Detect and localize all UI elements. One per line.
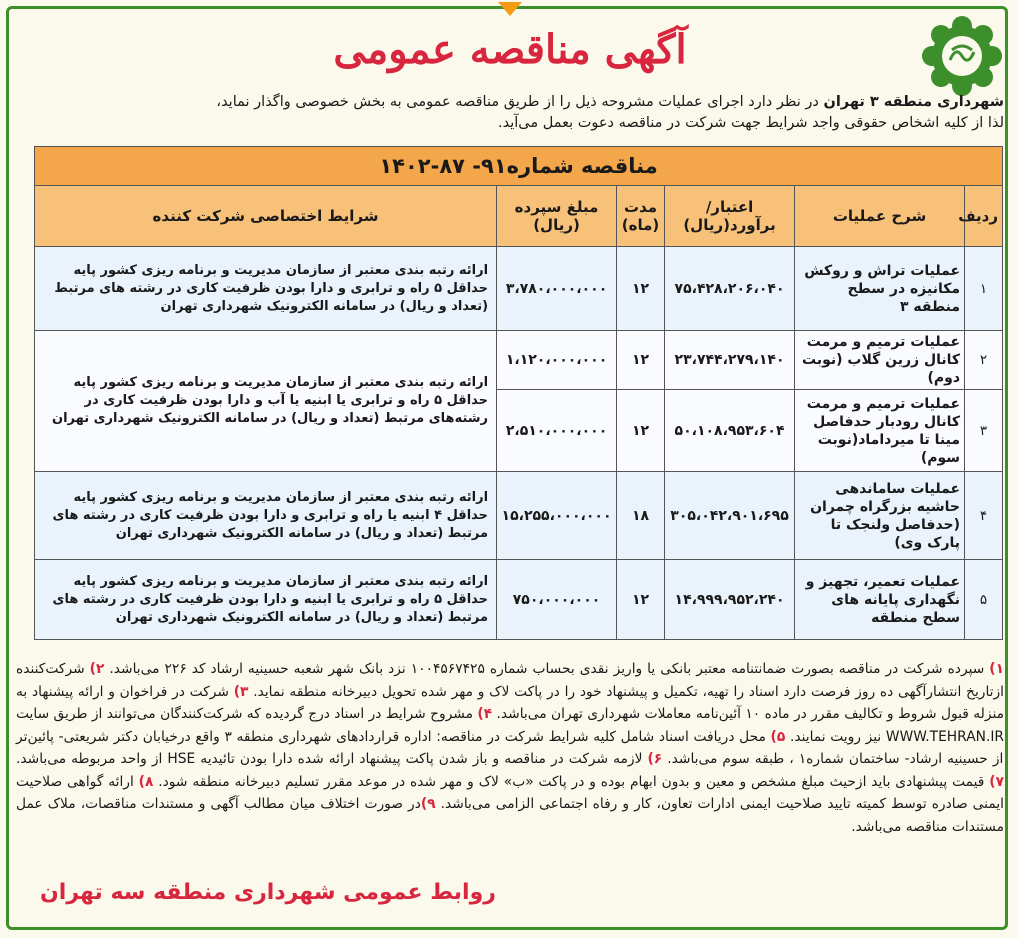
row-conditions: ارائه رتبه بندی معتبر از سازمان مدیریت و برنامه ریزی کشور پایه حداقل ۵ راه و ترابری و دارا بودن ظرفیت کاری در رشته های مرتبط (تعداد و ریال) در سامانه الکترونیک شهرداری تهران [35,247,497,331]
header-deposit: مبلغ سپرده (ریال) [497,186,617,247]
term-number: ۳) [233,683,249,700]
row-deposit: ۲،۵۱۰،۰۰۰،۰۰۰ [497,390,617,472]
row-duration: ۱۲ [617,560,665,640]
intro-text [104,92,1004,134]
row-description: عملیات ترمیم و مرمت کانال رودبار حدفاصل مینا تا میرداماد(نوبت سوم) [795,390,965,472]
row-conditions-shared: ارائه رتبه بندی معتبر از سازمان مدیریت و برنامه ریزی کشور پایه حداقل ۵ راه و ترابری یا ابنیه یا آب و دارا بودن ظرفیت کاری در رشته‌های مرتبط (تعداد و ریال) در سامانه الکترونیک شهرداری تهران [35,331,497,472]
term-text: شرکت در فراخوان و ارائه پیشنهاد به منزله قبول شروط و تکالیف مقرر در ماده ۱۰ آئین‌نامه معاملات شهرداری تهران می‌باشد. [16,683,1005,722]
term-number: ۵) [770,728,786,745]
row-description: عملیات تراش و روکش مکانیزه در سطح منطقه ۳ [795,247,965,331]
row-conditions: ارائه رتبه بندی معتبر از سازمان مدیریت و برنامه ریزی کشور پایه حداقل ۵ راه و ترابری یا ابنیه و دارا بودن ظرفیت کاری در رشته های مرتبط (تعداد و ریال) در سامانه الکترونیک شهرداری تهران [35,560,497,640]
footer-signature [40,880,600,905]
row-duration: ۱۸ [617,472,665,560]
row-duration: ۱۲ [617,247,665,331]
row-description: عملیات ساماندهی حاشیه بزرگراه چمران (حدفاصل ولنجک تا پارک وی) [795,472,965,560]
term-text: مشروح شرایط در اسناد درج گردیده که شرکت‌کنندگان می‌توانند از طریق سایت WWW.TEHRAN.IR نیز رویت نمایند. [16,706,1004,745]
term-number: ۴) [477,706,493,722]
header-conditions: شرایط اختصاصی شرکت کننده [35,186,497,247]
row-number: ۴ [965,472,1003,560]
term-text: سپرده شرکت در مناقصه بصورت ضمانتنامه معتبر بانکی یا واریز نقدی بحساب شماره ۱۰۰۴۵۶۷۴۲۵ نزد بانک شهر شعبه حسینیه ارشاد کد ۲۲۶ می‌باشد. [109,661,990,677]
row-duration: ۱۲ [617,390,665,472]
row-budget: ۲۳،۷۴۴،۲۷۹،۱۴۰ [665,331,795,390]
row-deposit: ۱،۱۲۰،۰۰۰،۰۰۰ [497,331,617,390]
row-budget: ۳۰۵،۰۴۲،۹۰۱،۶۹۵ [665,472,795,560]
header-row-number: ردیف [965,186,1003,247]
row-number: ۲ [965,331,1003,390]
header-description: شرح عملیات [795,186,965,247]
page-title: آگهی مناقصه عمومی [333,26,687,73]
row-number: ۱ [965,247,1003,331]
row-deposit: ۱۵،۲۵۵،۰۰۰،۰۰۰ [497,472,617,560]
table-row [35,247,1003,331]
term-text: لازمه شرکت در مناقصه و باز شدن پاکت پیشنهاد ارائه شده دارا بودن تائیدیه HSE از واحد مربوطه می‌باشد. [16,751,648,767]
table-row [35,331,1003,390]
orange-notch-decoration [498,2,522,16]
header-duration: مدت (ماه) [617,186,665,247]
table-row [35,472,1003,560]
row-deposit: ۷۵۰،۰۰۰،۰۰۰ [497,560,617,640]
row-number: ۳ [965,390,1003,472]
term-number: ۸) [138,773,154,790]
row-duration: ۱۲ [617,331,665,390]
term-text: قیمت پیشنهادی باید ازحیث مبلغ مشخص و معین و بدون ابهام بوده و در پاکت «ب» لاک و مهر شده در موعد مقرر تسلیم دبیرخانه منطقه شود. [153,773,990,790]
term-number: ۲) [89,661,105,677]
intro-organization: شهرداری منطقه ۳ تهران [823,94,1004,110]
intro-line-1: در نظر دارد اجرای عملیات مشروحه ذیل را از طریق مناقصه عمومی به بخش خصوصی واگذار نماید، [216,94,824,110]
row-number: ۵ [965,560,1003,640]
table-row [35,560,1003,640]
row-conditions: ارائه رتبه بندی معتبر از سازمان مدیریت و برنامه ریزی کشور پایه حداقل ۴ ابنیه یا راه و ترابری و دارا بودن ظرفیت کاری در رشته های مرتبط (تعداد و ریال) در سامانه الکترونیک شهرداری تهران [35,472,497,560]
term-text: محل دریافت اسناد شامل کلیه شرایط شرکت در مناقصه: اداره قراردادهای شهرداری منطقه ۳ واقع درخیابان دکتر شریعتی- پائین‌تر از حسینیه ارشاد- ساختمان شماره۱ ، طبقه سوم می‌باشد. [16,728,1004,767]
intro-line-2: لذا از کلیه اشخاص حقوقی واجد شرایط جهت شرکت در مناقصه دعوت بعمل می‌آید. [498,115,1004,131]
term-number: ۹) [420,796,436,812]
term-text: در صورت اختلاف میان مطالب آگهی و مستندات مناقصات، ملاک عمل مستندات مناقصه می‌باشد. [16,796,1004,835]
header-budget: اعتبار/ برآورد(ریال) [665,186,795,247]
term-number: ۷) [989,773,1005,790]
terms-paragraph [16,658,1004,838]
term-text: شرکت‌کننده ازتاریخ انتشارآگهی ده روز فرصت دارد اسناد را تهیه، تکمیل و پیشنهاد خود را در پاکت لاک و مهر شده تحویل دبیرخانه منطقه نماید. [16,661,1005,700]
row-description: عملیات تعمیر، تجهیز و نگهداری پایانه های سطح منطقه [795,560,965,640]
footer-text: روابط عمومی شهرداری منطقه سه تهران [40,880,496,905]
tender-number: مناقصه شماره۹۱- ۸۷-۱۴۰۲ [35,147,1003,186]
municipality-logo-icon [920,14,1004,98]
term-number: ۶) [647,751,663,767]
term-text: ارائه گواهی صلاحیت ایمنی صادره توسط کمیته تایید صلاحیت ایمنی ادارات تعاون، کار و رفاه اجتماعی الزامی می‌باشد. [16,773,1004,812]
row-deposit: ۳،۷۸۰،۰۰۰،۰۰۰ [497,247,617,331]
tender-table [34,146,1003,640]
row-budget: ۵۰،۱۰۸،۹۵۳،۶۰۴ [665,390,795,472]
term-number: ۱) [989,661,1005,677]
row-budget: ۱۴،۹۹۹،۹۵۲،۲۴۰ [665,560,795,640]
row-budget: ۷۵،۴۲۸،۲۰۶،۰۴۰ [665,247,795,331]
row-description: عملیات ترمیم و مرمت کانال زرین گلاب (نوبت دوم) [795,331,965,390]
